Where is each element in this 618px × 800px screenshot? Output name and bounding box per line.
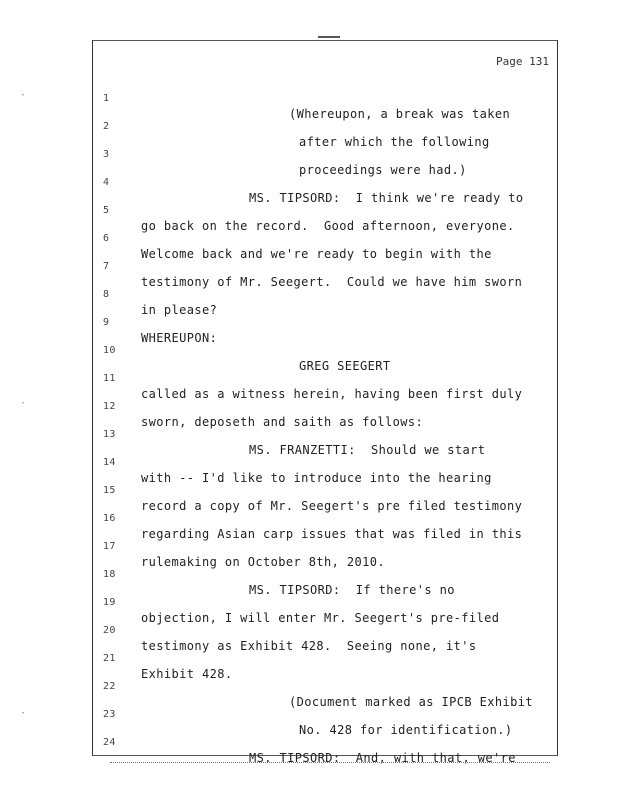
line-text: in please? — [141, 303, 218, 317]
transcript-line — [93, 163, 559, 205]
line-text: No. 428 for identification.) — [299, 723, 513, 737]
line-number: 5 — [103, 205, 110, 216]
line-number: 6 — [103, 233, 110, 244]
transcript-line — [93, 387, 559, 429]
line-number: 18 — [103, 569, 116, 580]
transcript-line — [93, 331, 559, 373]
line-number: 23 — [103, 709, 116, 720]
transcript-line — [93, 611, 559, 653]
left-margin-mark: · — [20, 90, 27, 101]
line-text: objection, I will enter Mr. Seegert's pre-filed — [141, 611, 500, 625]
line-number: 16 — [103, 513, 116, 524]
line-number: 15 — [103, 485, 116, 496]
line-number: 21 — [103, 653, 116, 664]
transcript-line — [93, 303, 559, 345]
transcript-line — [93, 471, 559, 513]
transcript-line — [93, 219, 559, 261]
line-number: 9 — [103, 317, 110, 328]
transcript-line — [93, 107, 559, 149]
transcript-line — [93, 527, 559, 569]
line-text: testimony as Exhibit 428. Seeing none, it's — [141, 639, 477, 653]
transcript-line — [93, 667, 559, 709]
line-number: 11 — [103, 373, 116, 384]
line-number: 22 — [103, 681, 116, 692]
line-text: go back on the record. Good afternoon, everyone. — [141, 219, 515, 233]
transcript-page — [92, 40, 558, 765]
transcript-line — [93, 639, 559, 681]
line-number: 24 — [103, 737, 116, 748]
line-number: 7 — [103, 261, 110, 272]
line-number: 12 — [103, 401, 116, 412]
line-number: 3 — [103, 149, 110, 160]
line-number: 2 — [103, 121, 110, 132]
line-text: regarding Asian carp issues that was filed in this — [141, 527, 523, 541]
transcript-line — [93, 79, 559, 121]
line-text: MS. TIPSORD: If there's no — [249, 583, 455, 597]
transcript-line — [93, 443, 559, 485]
line-text: MS. TIPSORD: And, with that, we're — [249, 751, 516, 765]
line-text: (Document marked as IPCB Exhibit — [289, 695, 533, 709]
transcript-line — [93, 695, 559, 737]
transcript-line — [93, 723, 559, 765]
transcript-line — [93, 415, 559, 457]
line-text: called as a witness herein, having been first duly — [141, 387, 523, 401]
line-number: 4 — [103, 177, 110, 188]
line-number: 1 — [103, 93, 110, 104]
line-text: with -- I'd like to introduce into the hearing — [141, 471, 492, 485]
line-number: 19 — [103, 597, 116, 608]
line-text: GREG SEEGERT — [299, 359, 391, 373]
line-text: record a copy of Mr. Seegert's pre filed testimony — [141, 499, 523, 513]
transcript-line — [93, 135, 559, 177]
line-text: proceedings were had.) — [299, 163, 467, 177]
left-margin-mark: · — [20, 708, 27, 719]
transcript-line — [93, 555, 559, 597]
transcript-line — [93, 247, 559, 289]
line-number: 8 — [103, 289, 110, 300]
transcript-line — [93, 191, 559, 233]
left-margin-mark: · — [20, 398, 27, 409]
line-text: WHEREUPON: — [141, 331, 218, 345]
transcript-line — [93, 583, 559, 625]
line-text: sworn, deposeth and saith as follows: — [141, 415, 424, 429]
line-text: (Whereupon, a break was taken — [289, 107, 511, 121]
line-number: 10 — [103, 345, 116, 356]
line-number: 20 — [103, 625, 116, 636]
line-text: testimony of Mr. Seegert. Could we have him sworn — [141, 275, 523, 289]
line-text: MS. TIPSORD: I think we're ready to — [249, 191, 524, 205]
bottom-scan-rule — [110, 760, 550, 763]
line-number: 13 — [103, 429, 116, 440]
line-text: after which the following — [299, 135, 490, 149]
line-text: rulemaking on October 8th, 2010. — [141, 555, 385, 569]
line-text: Welcome back and we're ready to begin with the — [141, 247, 492, 261]
page-number: Page 131 — [496, 55, 549, 68]
transcript-line — [93, 359, 559, 401]
line-number: 14 — [103, 457, 116, 468]
line-text: Exhibit 428. — [141, 667, 233, 681]
line-text: MS. FRANZETTI: Should we start — [249, 443, 486, 457]
top-scan-mark — [318, 36, 340, 38]
line-number: 17 — [103, 541, 116, 552]
transcript-line — [93, 275, 559, 317]
transcript-line — [93, 499, 559, 541]
